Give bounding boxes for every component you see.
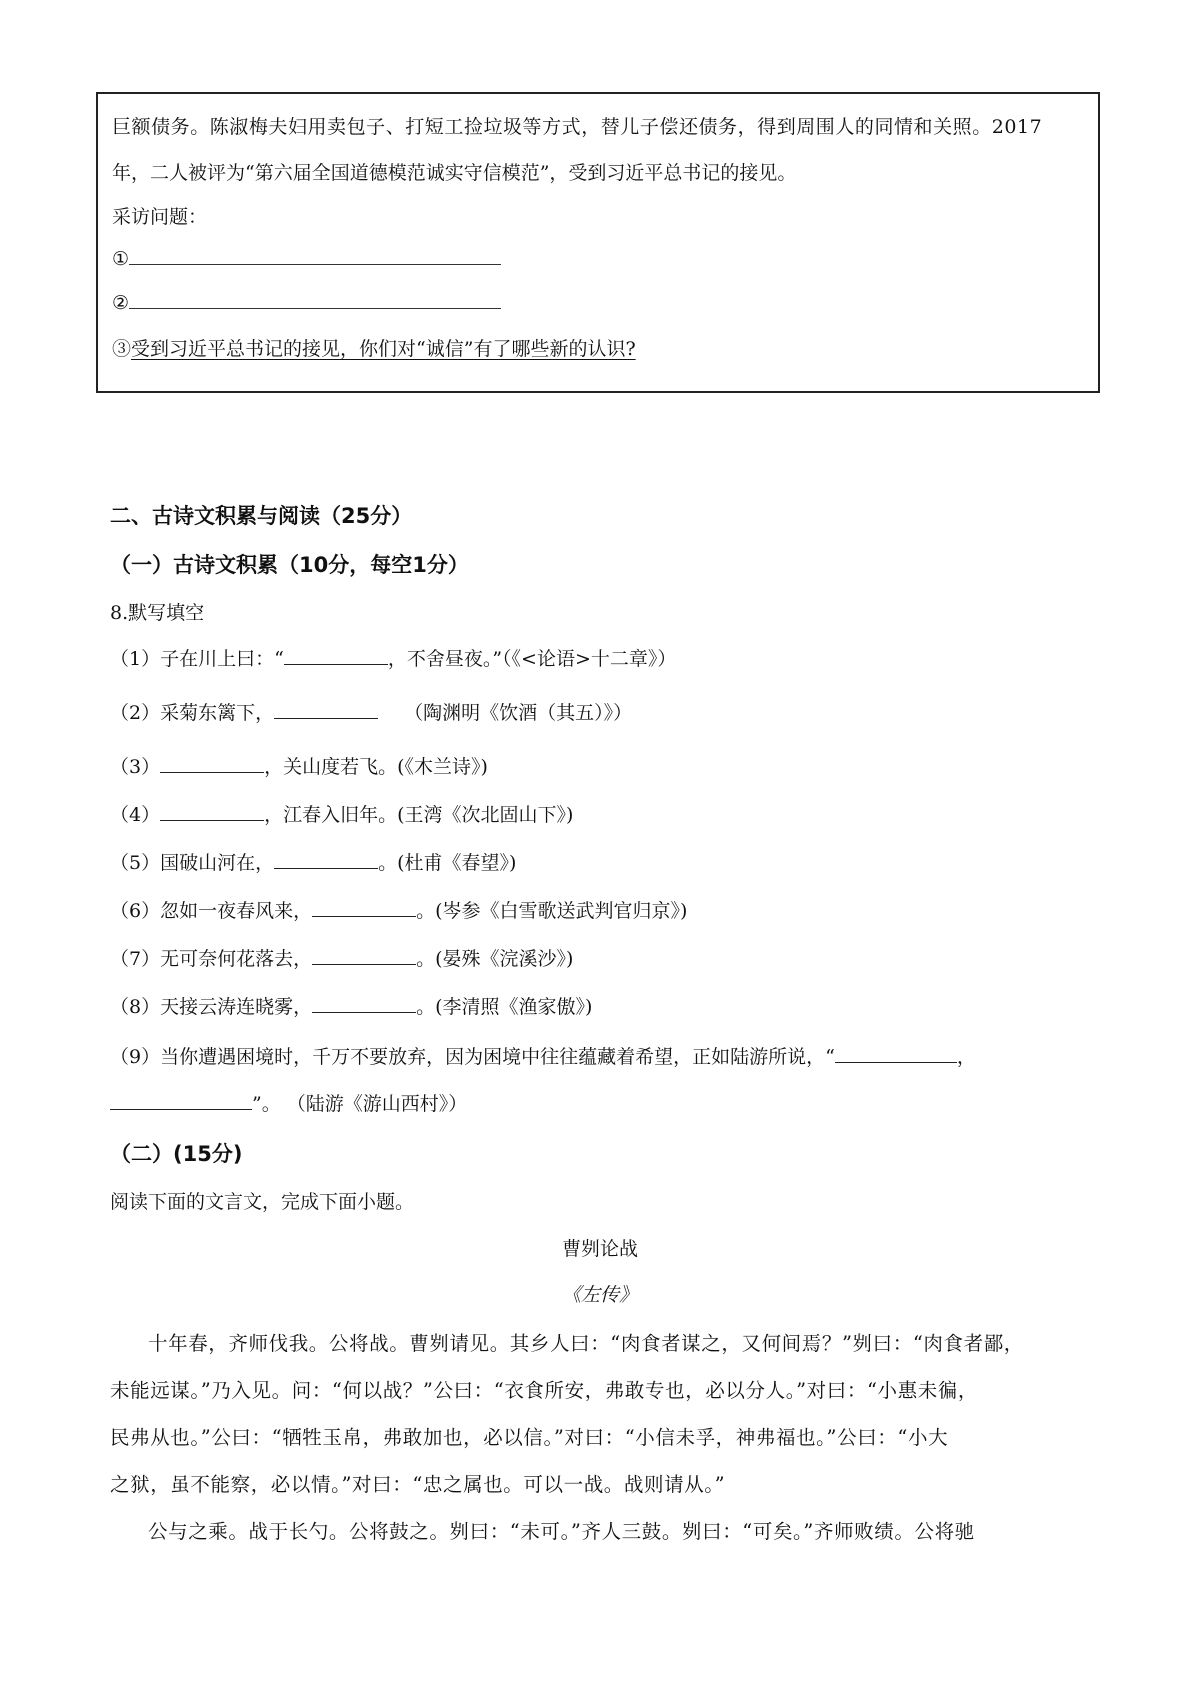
fill-item-1 bbox=[110, 644, 676, 671]
part-2-title: （二）(15分) bbox=[110, 1142, 243, 1166]
fill-item-1-blank[interactable] bbox=[284, 645, 388, 665]
paragraph-1-line-3: 民弗从也。”公曰：“牺牲玉帛，弗敢加也，必以信。”对曰：“小信未孚，神弗福也。”公曰：“小大 bbox=[110, 1426, 949, 1449]
fill-item-7-post: 。(晏殊《浣溪沙》) bbox=[416, 948, 574, 970]
fill-item-6-blank[interactable] bbox=[312, 897, 416, 917]
article-title: 曹刿论战 bbox=[561, 1238, 638, 1260]
reading-instruction: 阅读下面的文言文，完成下面小题。 bbox=[110, 1191, 415, 1213]
question-1-number: ① bbox=[112, 248, 130, 270]
question-2 bbox=[112, 290, 501, 314]
fill-item-9-line-2 bbox=[110, 1089, 467, 1116]
fill-item-6-pre: （6）忽如一夜春风来， bbox=[110, 900, 313, 922]
fill-item-9-blank-1[interactable] bbox=[835, 1043, 957, 1063]
article-source: 《左传》 bbox=[561, 1284, 638, 1306]
fill-item-7-blank[interactable] bbox=[312, 945, 416, 965]
fill-item-8-blank[interactable] bbox=[312, 993, 416, 1013]
fill-item-9-line-1 bbox=[110, 1042, 976, 1069]
question-1 bbox=[112, 246, 501, 270]
fill-item-4-post: ，江春入旧年。(王湾《次北固山下》) bbox=[264, 804, 574, 826]
fill-item-2-blank[interactable] bbox=[274, 699, 378, 719]
fill-item-7 bbox=[110, 944, 573, 971]
fill-item-9-blank-2[interactable] bbox=[110, 1090, 252, 1110]
paragraph-1-line-2: 未能远谋。”乃入见。问：“何以战？”公曰：“衣食所安，弗敢专也，必以分人。”对曰：“小惠未徧， bbox=[110, 1379, 979, 1402]
fill-item-9-comma: ， bbox=[956, 1046, 976, 1068]
fill-item-6 bbox=[110, 896, 687, 923]
fill-item-8-post: 。(李清照《渔家傲》) bbox=[416, 996, 593, 1018]
fill-item-5-post: 。(杜甫《春望》) bbox=[378, 852, 517, 874]
interview-box bbox=[96, 92, 1100, 393]
fill-item-4 bbox=[110, 800, 573, 827]
question-2-blank[interactable] bbox=[129, 290, 501, 309]
question-8-title: 8.默写填空 bbox=[110, 602, 205, 624]
fill-item-1-pre: （1）子在川上曰：“ bbox=[110, 648, 284, 670]
paragraph-1-line-1: 十年春，齐师伐我。公将战。曹刿请见。其乡人曰：“肉食者谋之，又何间焉？”刿曰：“肉食者鄙， bbox=[148, 1332, 1024, 1355]
fill-item-2-post: （陶渊明《饮酒（其五）》） bbox=[404, 702, 633, 724]
question-3 bbox=[112, 334, 636, 361]
fill-item-1-post: ，不舍昼夜。”（《<论语>十二章》） bbox=[387, 648, 677, 670]
fill-item-5-pre: （5）国破山河在， bbox=[110, 852, 275, 874]
fill-item-4-blank[interactable] bbox=[160, 801, 264, 821]
fill-item-8 bbox=[110, 992, 592, 1019]
fill-item-5 bbox=[110, 848, 516, 875]
part-1-title: （一）古诗文积累（10分，每空1分） bbox=[110, 553, 469, 577]
fill-item-7-pre: （7）无可奈何花落去， bbox=[110, 948, 313, 970]
fill-item-9-text: （9）当你遭遇困境时，千万不要放弃，因为困境中往往蕴藏着希望，正如陆游所说，“ bbox=[110, 1046, 835, 1068]
fill-item-3-post: ，关山度若飞。(《木兰诗》) bbox=[264, 756, 488, 778]
fill-item-3-blank[interactable] bbox=[160, 753, 264, 773]
question-3-text: 受到习近平总书记的接见，你们对“诚信”有了哪些新的认识? bbox=[131, 338, 636, 360]
fill-item-2 bbox=[110, 698, 632, 725]
paragraph-1-line-4: 之狱，虽不能察，必以情。”对曰：“忠之属也。可以一战。战则请从。” bbox=[110, 1473, 726, 1496]
fill-item-6-post: 。(岑参《白雪歌送武判官归京》) bbox=[416, 900, 688, 922]
fill-item-3-pre: （3） bbox=[110, 756, 161, 778]
question-2-number: ② bbox=[112, 292, 130, 314]
fill-item-2-pre: （2）采菊东篱下， bbox=[110, 702, 275, 724]
fill-item-8-pre: （8）天接云涛连晓雾， bbox=[110, 996, 313, 1018]
fill-item-3 bbox=[110, 752, 488, 779]
question-1-blank[interactable] bbox=[129, 246, 501, 265]
question-3-number: ③ bbox=[112, 338, 132, 360]
box-text-line-1: 巨额债务。陈淑梅夫妇用卖包子、打短工捡垃圾等方式，替儿子偿还债务，得到周围人的同情和关照。2017 bbox=[112, 116, 1043, 138]
fill-item-9-post: ”。 （陆游《游山西村》） bbox=[252, 1093, 468, 1115]
box-text-line-2: 年，二人被评为“第六届全国道德模范诚实守信模范”，受到习近平总书记的接见。 bbox=[112, 162, 797, 184]
interview-questions-label: 采访问题： bbox=[112, 206, 208, 228]
fill-item-5-blank[interactable] bbox=[274, 849, 378, 869]
fill-item-4-pre: （4） bbox=[110, 804, 161, 826]
paragraph-2-line-1: 公与之乘。战于长勺。公将鼓之。刿曰：“未可。”齐人三鼓。刿曰：“可矣。”齐师败绩。公将驰 bbox=[148, 1520, 975, 1543]
section-2-title: 二、古诗文积累与阅读（25分） bbox=[110, 504, 413, 528]
